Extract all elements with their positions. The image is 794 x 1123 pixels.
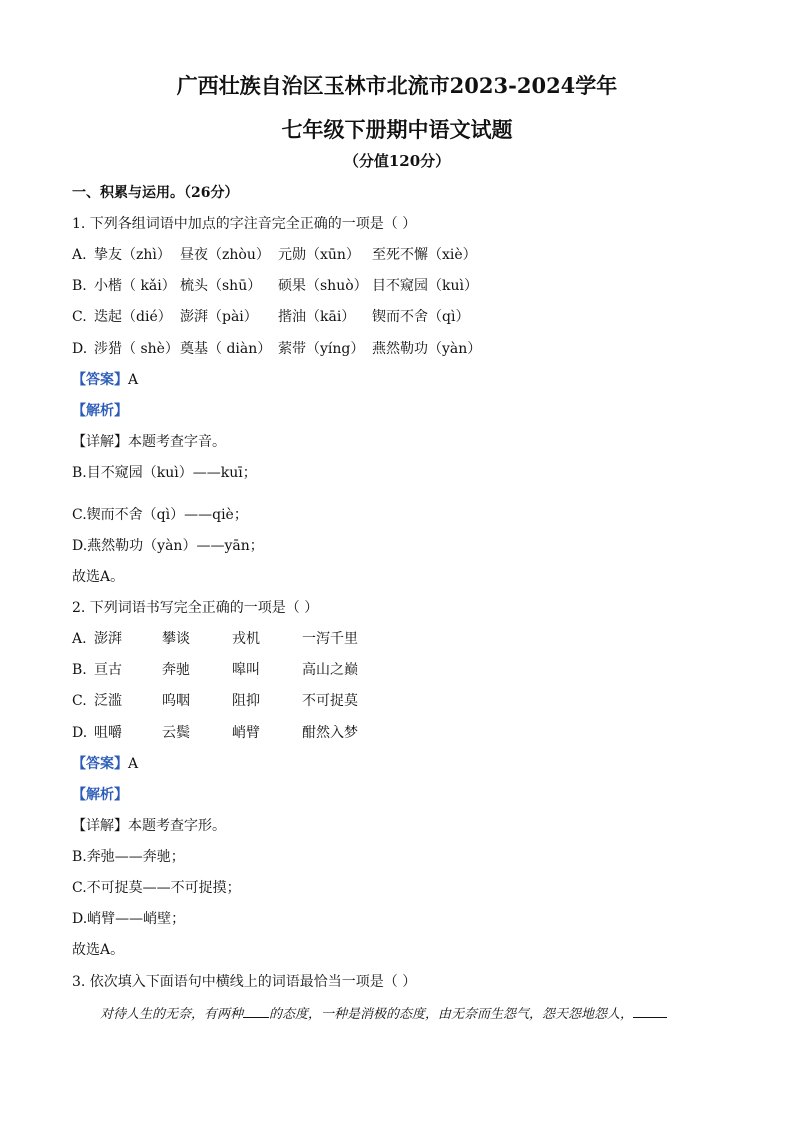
option-item: 挚友（zhì）	[94, 247, 171, 263]
passage-text: 的态度，一种是消极的态度，由无奈而生怨气，怨天怨地怨人，	[269, 1007, 634, 1022]
question-1-note: C.锲而不舍（qì）——qiè；	[72, 507, 248, 523]
option-letter: B.	[72, 662, 87, 678]
option-item: 元勋（xūn）	[278, 247, 360, 263]
question-1-option-c	[72, 306, 469, 326]
question-1-option-b	[72, 275, 478, 295]
option-item: 高山之巅	[302, 662, 358, 678]
question-2-option-b	[72, 659, 358, 679]
question-1-note: D.燕然勒功（yàn）——yān；	[72, 538, 264, 554]
detail-text: 本题考查字形。	[128, 818, 226, 834]
option-item: 涉猎（ shè）	[94, 341, 179, 357]
analysis-tag: 【解析】	[72, 787, 128, 803]
option-item: 萦带（yíng）	[278, 341, 365, 357]
question-2-detail	[72, 815, 226, 835]
detail-text: 本题考查字音。	[128, 434, 226, 450]
question-1-conclusion: 故选A。	[72, 569, 125, 585]
answer-value: A	[128, 756, 139, 772]
question-2-stem: 2. 下列词语书写完全正确的一项是（ ）	[72, 600, 319, 616]
option-item: 揩油（kāi）	[278, 309, 356, 325]
option-item: 锲而不舍（qì）	[372, 309, 470, 325]
passage-text: 对待人生的无奈，有两种	[100, 1007, 244, 1022]
question-2-answer	[72, 753, 138, 773]
option-item: 昼夜（zhòu）	[180, 247, 270, 263]
detail-tag: 【详解】	[72, 434, 128, 450]
option-item: 燕然勒功（yàn）	[372, 341, 482, 357]
question-3-stem: 3. 依次填入下面语句中横线上的词语最恰当一项是（ ）	[72, 974, 417, 990]
document-title-line2: 七年级下册期中语文试题	[281, 117, 513, 142]
option-letter: A.	[72, 631, 87, 647]
option-item: 亘古	[94, 662, 122, 678]
option-item: 奠基（ diàn）	[180, 341, 272, 357]
option-item: 戎机	[232, 631, 260, 647]
question-2-option-d	[72, 722, 358, 742]
option-item: 奔驰	[162, 662, 190, 678]
option-item: 泛滥	[94, 693, 122, 709]
question-1-detail	[72, 431, 226, 451]
document-title-line1: 广西壮族自治区玉林市北流市2023-2024学年	[176, 73, 618, 98]
option-item: 峭臂	[232, 725, 260, 741]
answer-value: A	[128, 372, 139, 388]
answer-tag: 【答案】	[72, 756, 128, 772]
analysis-tag: 【解析】	[72, 403, 128, 419]
option-item: 不可捉莫	[302, 693, 358, 709]
option-letter: D.	[72, 341, 88, 357]
question-1-analysis	[72, 400, 128, 420]
option-item: 嗥叫	[232, 662, 260, 678]
question-3-passage	[100, 1003, 667, 1022]
option-item: 至死不懈（xiè）	[372, 247, 477, 263]
section-heading: 一、积累与运用。（26分）	[72, 185, 239, 201]
option-item: 梳头（shū）	[180, 278, 262, 294]
question-1-option-d	[72, 338, 481, 358]
score-note: （分值120分）	[343, 152, 451, 170]
option-letter: D.	[72, 725, 88, 741]
question-1-option-a	[72, 244, 477, 264]
question-2-option-a	[72, 628, 358, 648]
option-item: 攀谈	[162, 631, 190, 647]
option-item: 目不窥园（kuì）	[372, 278, 478, 294]
option-item: 小楷（ kǎi）	[94, 278, 176, 294]
option-letter: A.	[72, 247, 87, 263]
question-1-stem: 1. 下列各组词语中加点的字注音完全正确的一项是（ ）	[72, 216, 417, 232]
option-item: 咀嚼	[94, 725, 122, 741]
option-item: 云鬓	[162, 725, 190, 741]
option-letter: B.	[72, 278, 87, 294]
question-2-analysis	[72, 784, 128, 804]
option-item: 硕果（shuò）	[278, 278, 368, 294]
detail-tag: 【详解】	[72, 818, 128, 834]
question-2-note: D.峭臂——峭壁；	[72, 911, 186, 927]
option-item: 酣然入梦	[302, 725, 358, 741]
option-letter: C.	[72, 693, 87, 709]
question-2-note: B.奔弛——奔驰；	[72, 849, 185, 865]
option-item: 迭起（dié）	[94, 309, 172, 325]
option-item: 澎湃	[94, 631, 122, 647]
fill-blank[interactable]	[633, 1005, 667, 1018]
option-item: 阻抑	[232, 693, 260, 709]
question-2-option-c	[72, 690, 358, 710]
option-item: 一泻千里	[302, 631, 358, 647]
answer-tag: 【答案】	[72, 372, 128, 388]
question-1-note: B.目不窥园（kuì）——kuī；	[72, 465, 257, 481]
question-1-answer	[72, 369, 138, 389]
option-letter: C.	[72, 309, 87, 325]
fill-blank[interactable]	[243, 1005, 269, 1018]
question-2-conclusion: 故选A。	[72, 942, 125, 958]
option-item: 澎湃（pài）	[180, 309, 258, 325]
question-2-note: C.不可捉莫——不可捉摸；	[72, 880, 241, 896]
option-item: 呜咽	[162, 693, 190, 709]
